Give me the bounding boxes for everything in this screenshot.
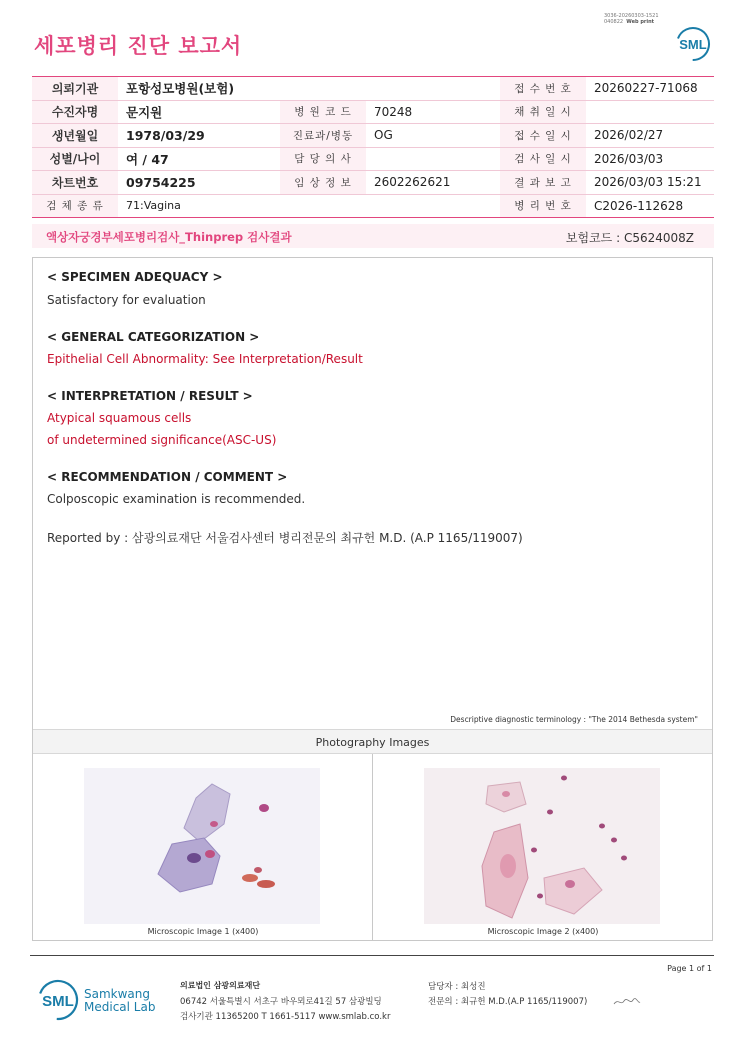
specimen-adequacy-text: Satisfactory for evaluation xyxy=(47,293,206,307)
label-specimen-type: 검 체 종 류 xyxy=(32,194,118,218)
web-print-label: Web print xyxy=(626,19,655,25)
label-clinical-info: 임 상 정 보 xyxy=(280,171,366,195)
value-collection-date xyxy=(586,100,714,124)
sml-logo-icon xyxy=(674,26,712,62)
footer-brand xyxy=(84,988,155,1014)
label-receipt-number: 접 수 번 호 xyxy=(500,77,586,101)
footer-divider xyxy=(30,955,714,956)
report-code-line1: 3036-20260303-1521 xyxy=(604,13,659,19)
svg-text:SML: SML xyxy=(679,37,707,52)
label-result-report: 결 과 보 고 xyxy=(500,171,586,195)
general-categorization-text: Epithelial Cell Abnormality: See Interpretation/Result xyxy=(47,352,363,366)
info-row xyxy=(32,100,714,124)
label-pathology-number: 병 리 번 호 xyxy=(500,194,586,218)
result-panel xyxy=(32,257,713,941)
reported-by: Reported by : 삼광의료재단 서울검사센터 병리전문의 최규헌 M.D. (A.P 1165/119007) xyxy=(47,531,523,545)
footer-contact: 검사기관 11365200 T 1661-5117 www.smlab.co.kr xyxy=(180,1012,391,1022)
brand-line2: Medical Lab xyxy=(84,1000,156,1014)
microscopic-image-2 xyxy=(424,768,660,924)
value-receipt-date: 2026/02/27 xyxy=(586,124,714,148)
value-patient-name: 문지원 xyxy=(118,100,280,124)
value-birth-date: 1978/03/29 xyxy=(118,124,280,148)
value-hospital-code: 70248 xyxy=(366,100,500,124)
label-birth-date: 생년월일 xyxy=(32,124,118,148)
photo-divider xyxy=(372,754,373,940)
info-row xyxy=(32,171,714,195)
specimen-adequacy-heading: < SPECIMEN ADEQUACY > xyxy=(47,270,223,284)
terminology-note: Descriptive diagnostic terminology : "The 2014 Bethesda system" xyxy=(450,715,698,724)
brand-line1: Samkwang xyxy=(84,987,150,1001)
info-row xyxy=(32,77,714,101)
value-sex-age: 여 / 47 xyxy=(118,147,280,171)
footer-staff: 담당자 : 최성진 xyxy=(428,982,486,992)
interpretation-heading: < INTERPRETATION / RESULT > xyxy=(47,389,253,403)
value-test-date: 2026/03/03 xyxy=(586,147,714,171)
value-pathology-number: C2026-112628 xyxy=(586,194,714,218)
microscopic-image-2-caption: Microscopic Image 2 (x400) xyxy=(487,927,599,936)
label-requesting-institution: 의뢰기관 xyxy=(32,77,118,101)
photography-title: Photography Images xyxy=(315,736,430,749)
label-collection-date: 채 취 일 시 xyxy=(500,100,586,124)
label-patient-name: 수진자명 xyxy=(32,100,118,124)
value-receipt-number: 20260227-71068 xyxy=(586,77,714,101)
info-row xyxy=(32,124,714,148)
footer-address: 06742 서울특별시 서초구 바우뫼로41길 57 삼광빌딩 xyxy=(180,997,382,1007)
sml-footer-logo-icon xyxy=(36,978,80,1022)
signature xyxy=(612,996,642,1008)
label-doctor: 담 당 의 사 xyxy=(280,147,366,171)
footer-organization: 의료법인 삼광의료재단 xyxy=(180,981,261,990)
insurance-code: 보험코드 : C5624008Z xyxy=(565,231,694,245)
footer-pathologist: 전문의 : 최규헌 M.D.(A.P 1165/119007) xyxy=(428,997,588,1007)
page-number: Page 1 of 1 xyxy=(667,964,712,973)
test-name: 액상자궁경부세포병리검사_Thinprep 검사결과 xyxy=(46,230,292,244)
test-title-bar xyxy=(32,224,714,248)
report-title: 세포병리 진단 보고서 xyxy=(34,34,243,58)
info-row xyxy=(32,147,714,171)
info-row xyxy=(32,194,714,218)
interpretation-line1: Atypical squamous cells xyxy=(47,411,192,425)
microscopic-image-1-caption: Microscopic Image 1 (x400) xyxy=(147,927,259,936)
value-clinical-info: 2602262621 xyxy=(366,171,500,195)
recommendation-heading: < RECOMMENDATION / COMMENT > xyxy=(47,470,288,484)
label-sex-age: 성별/나이 xyxy=(32,147,118,171)
value-requesting-institution: 포항성모병원(보험) xyxy=(118,77,500,101)
interpretation-line2: of undetermined significance(ASC-US) xyxy=(47,433,277,447)
microscopic-image-1 xyxy=(84,768,320,924)
label-department: 진료과/병동 xyxy=(280,124,366,148)
value-department: OG xyxy=(366,124,500,148)
value-specimen-type: 71:Vagina xyxy=(118,194,500,218)
svg-text:SML: SML xyxy=(42,993,74,1010)
report-code-line2: 040822 xyxy=(604,19,624,25)
value-result-report: 2026/03/03 15:21 xyxy=(586,171,714,195)
value-doctor xyxy=(366,147,500,171)
label-chart-number: 차트번호 xyxy=(32,171,118,195)
label-receipt-date: 접 수 일 시 xyxy=(500,124,586,148)
photography-bar xyxy=(33,729,712,754)
report-code xyxy=(604,13,659,25)
label-hospital-code: 병 원 코 드 xyxy=(280,100,366,124)
recommendation-text: Colposcopic examination is recommended. xyxy=(47,492,306,506)
value-chart-number: 09754225 xyxy=(118,171,280,195)
label-test-date: 검 사 일 시 xyxy=(500,147,586,171)
patient-info-table xyxy=(32,76,714,218)
general-categorization-heading: < GENERAL CATEGORIZATION > xyxy=(47,330,260,344)
